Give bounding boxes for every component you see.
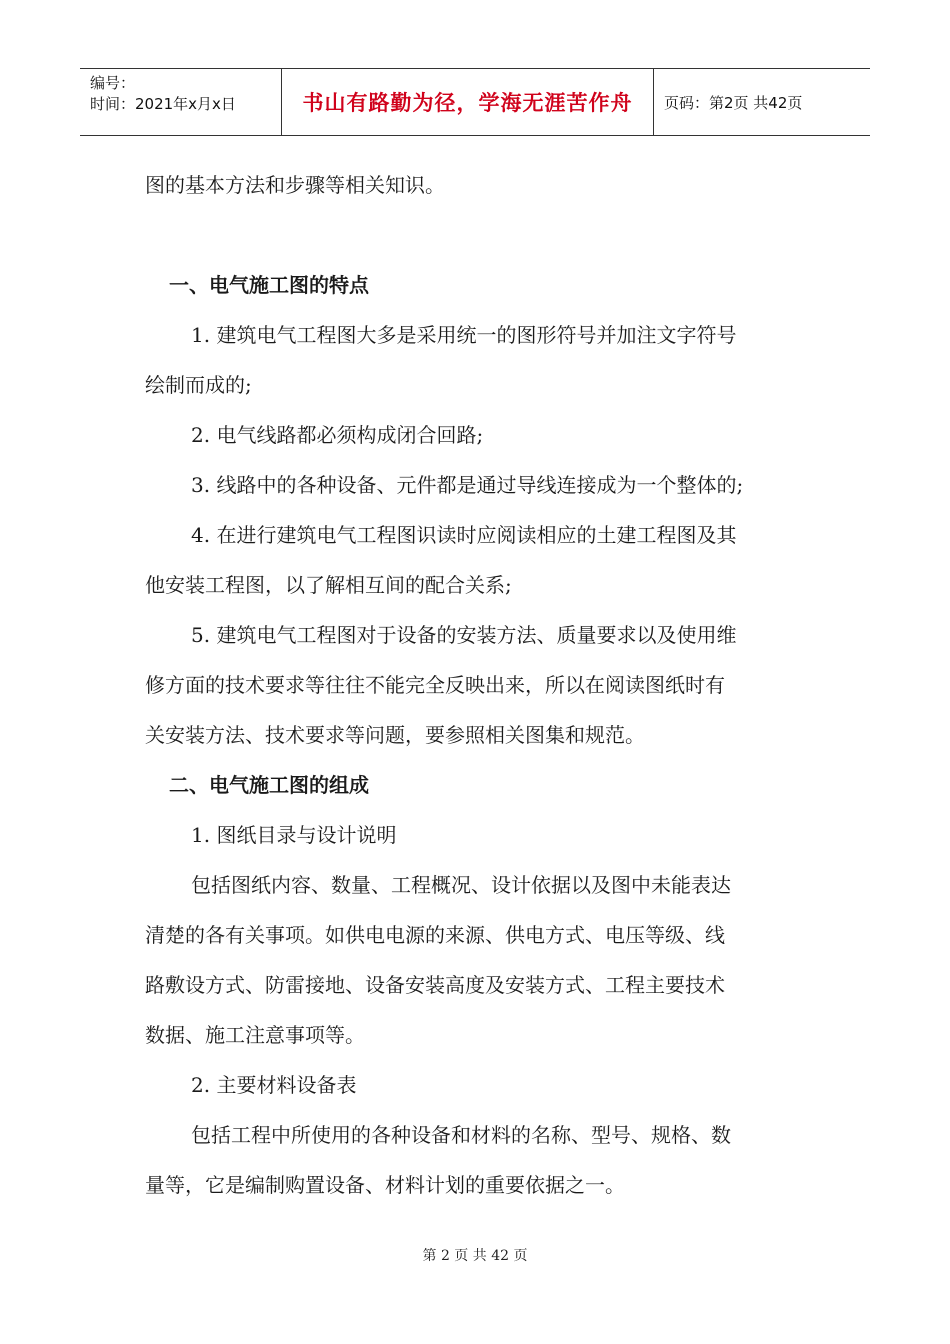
body-line: 1. 建筑电气工程图大多是采用统一的图形符号并加注文字符号 — [191, 323, 737, 347]
body-line: 关安装方法、技术要求等问题，要参照相关图集和规范。 — [145, 723, 645, 747]
body-line: 图的基本方法和步骤等相关知识。 — [145, 173, 445, 197]
document-body — [145, 160, 810, 1210]
body-line: 量等，它是编制购置设备、材料计划的重要依据之一。 — [145, 1173, 625, 1197]
header-meta — [80, 69, 282, 135]
body-line: 修方面的技术要求等往往不能完全反映出来，所以在阅读图纸时有 — [145, 673, 725, 697]
subsection-title: 1. 图纸目录与设计说明 — [191, 823, 397, 847]
subsection-title: 2. 主要材料设备表 — [191, 1073, 357, 1097]
section-heading: 二、电气施工图的组成 — [169, 773, 369, 797]
body-line: 数据、施工注意事项等。 — [145, 1023, 365, 1047]
body-line: 他安装工程图，以了解相互间的配合关系; — [145, 573, 512, 597]
body-line: 包括工程中所使用的各种设备和材料的名称、型号、规格、数 — [191, 1123, 731, 1147]
section-heading: 一、电气施工图的特点 — [169, 273, 369, 297]
header-motto: 书山有路勤为径，学海无涯苦作舟 — [282, 69, 654, 135]
body-line: 包括图纸内容、数量、工程概况、设计依据以及图中未能表达 — [191, 873, 731, 897]
body-line: 2. 电气线路都必须构成闭合回路; — [191, 423, 484, 447]
body-line: 清楚的各有关事项。如供电电源的来源、供电方式、电压等级、线 — [145, 923, 725, 947]
body-line: 5. 建筑电气工程图对于设备的安装方法、质量要求以及使用维 — [191, 623, 737, 647]
body-line: 3. 线路中的各种设备、元件都是通过导线连接成为一个整体的; — [191, 473, 744, 497]
document-number-label: 编号： — [90, 74, 136, 92]
page-header — [80, 68, 870, 136]
document-time-label: 时间：2021年x月x日 — [90, 95, 236, 113]
header-page-info: 页码：第2页 共42页 — [664, 93, 803, 112]
page-footer: 第 2 页 共 42 页 — [422, 1248, 528, 1264]
body-line: 4. 在进行建筑电气工程图识读时应阅读相应的土建工程图及其 — [191, 523, 737, 547]
body-line: 路敷设方式、防雷接地、设备安装高度及安装方式、工程主要技术 — [145, 973, 725, 997]
body-line: 绘制而成的; — [145, 373, 252, 397]
